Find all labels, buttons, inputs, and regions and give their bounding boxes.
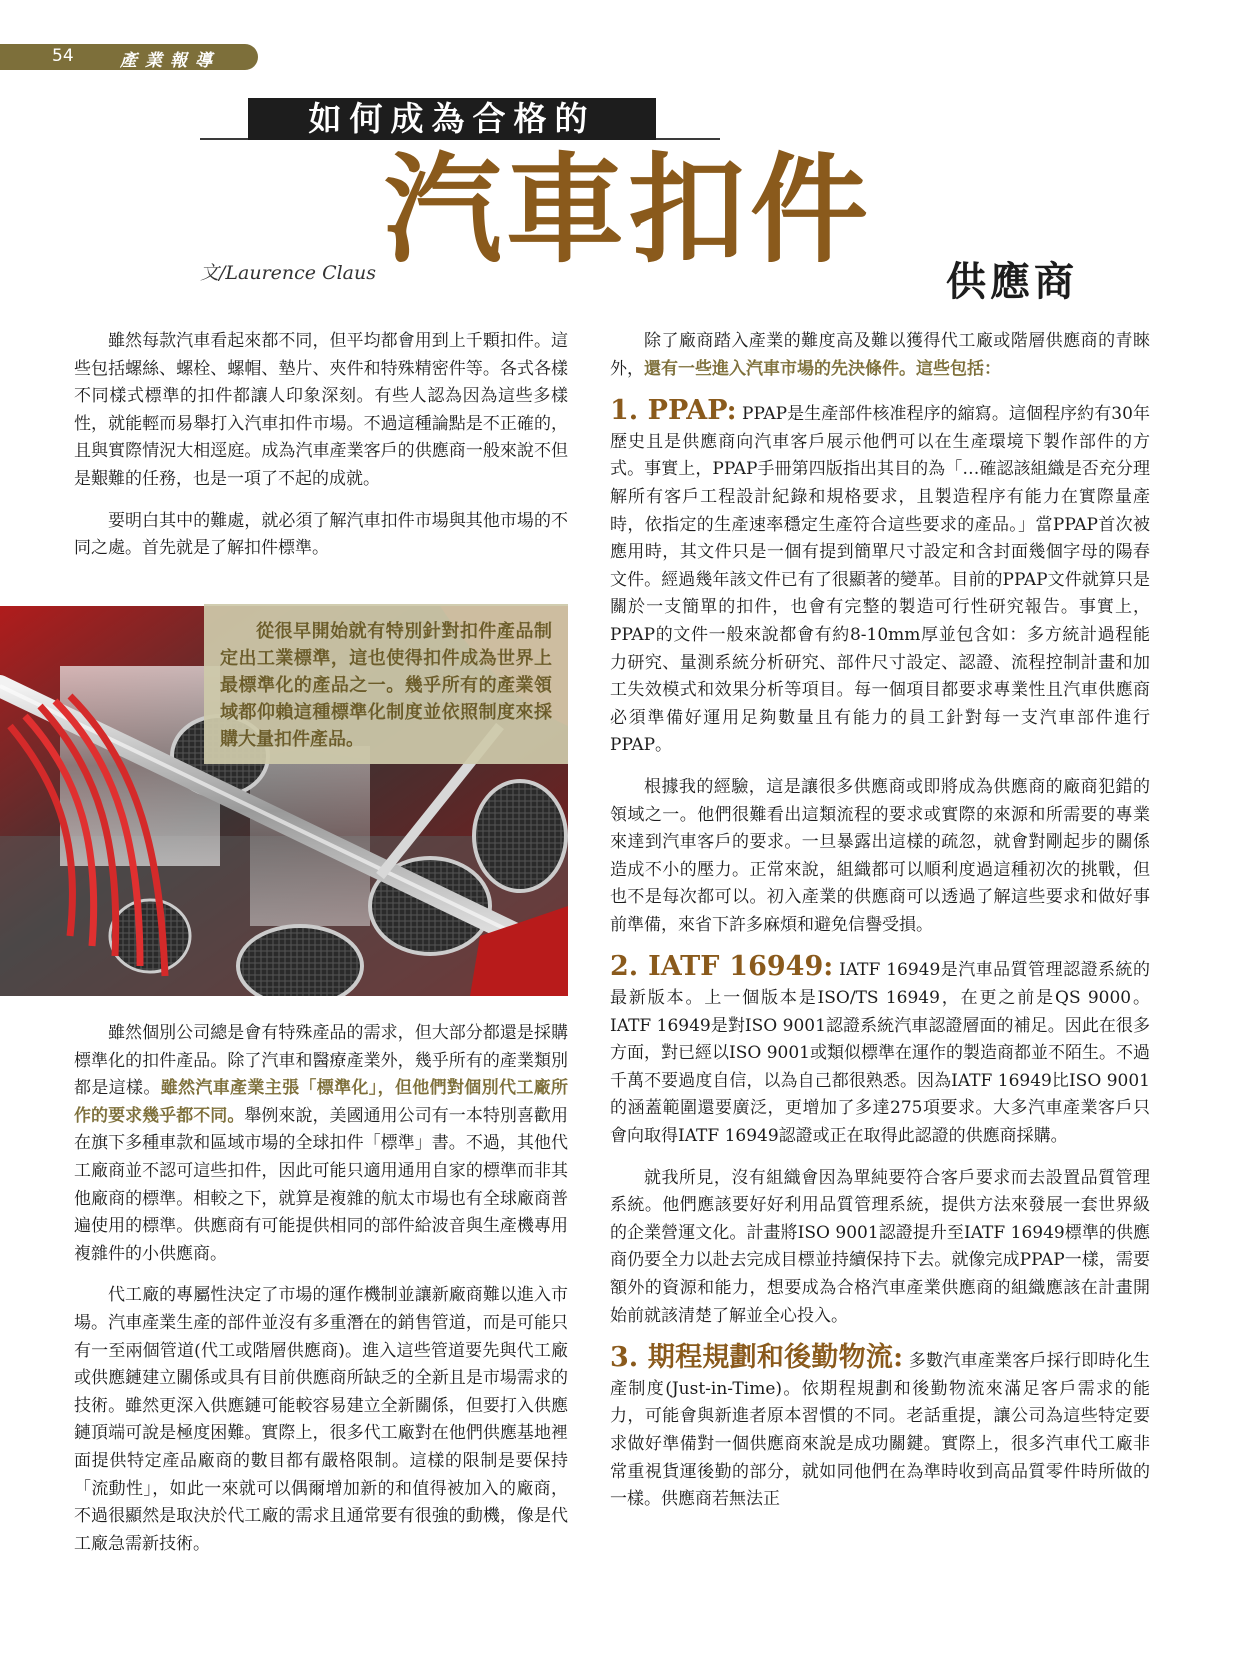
highlight-text: 還有一些進入汽車市場的先決條件。這些包括： — [644, 358, 1001, 379]
title-sub: 供應商 — [946, 258, 1078, 305]
paragraph: 要明白其中的難處，就必須了解汽車扣件市場與其他市場的不同之處。首先就是了解扣件標準。 — [74, 510, 568, 559]
heading-logistics: 3. 期程規劃和後勤物流: — [610, 1342, 904, 1374]
text-run: 舉例來說，美國通用公司有一本特別喜歡用在旗下多種車款和區域市場的全球扣件「標準」書。不過，其他代工廠商並不認可這些扣件，因此可能只適用通用自家的標準而非其他廠商的標準。相較之下，就算是複雜的航太市場也有全球廠商普遍使用的標準。供應商有可能提供相同的部件給波音與生產機專用複雜件的小供應商。 — [74, 1105, 569, 1264]
section-iatf — [610, 953, 1150, 1150]
pull-quote — [204, 604, 568, 764]
pull-quote-text: 從很早開始就有特別針對扣件產品制定出工業標準，這也使得扣件成為世界上最標準化的產品之一。幾乎所有的產業領域都仰賴這種標準化制度並依照制度來採購大量扣件產品。 — [220, 621, 552, 750]
paragraph: 雖然每款汽車看起來都不同，但平均都會用到上千顆扣件。這些包括螺絲、螺栓、螺帽、墊片、夾件和特殊精密件等。各式各樣不同樣式標準的扣件都讓人印象深刻。有些人認為因為這些多樣性，就能輕而易舉打入汽車扣件市場。不過這種論點是不正確的，且與實際情況大相逕庭。成為汽車產業客戶的供應商一般來說不但是艱難的任務，也是一項了不起的成就。 — [74, 331, 568, 489]
text-run: 多數汽車產業客戶採行即時化生產制度(Just-in-Time)。依期程規劃和後勤物流來滿足客戶需求的能力，可能會與新進者原本習慣的不同。老話重提，讓公司為這些特定要求做好準備對一個供應商來說是成功關鍵。實際上，很多汽車代工廠非常重視貨運後勤的部分，就如同他們在為準時收到高品質零件時所做的一樣。供應商若無法正 — [610, 1351, 1151, 1510]
highlight-text: 雖然汽車產業主張「標準化」，但他們對個別代工廠所作的要求幾乎都不同。 — [74, 1078, 569, 1126]
section-ppap — [610, 397, 1150, 760]
heading-iatf: 2. IATF 16949: — [610, 951, 834, 983]
text-run: PPAP是生產部件核准程序的縮寫。這個程序約有30年歷史且是供應商向汽車客戶展示他們可以在生產環境下製作部件的方式。事實上，PPAP手冊第四版指出其目的為「…確認該組織是否充分理解所有客戶工程設計紀錄和規格要求，且製造程序有能力在實際量產時，依指定的生產速率穩定生產符合這些要求的產品。」當PPAP首次被應用時，其文件只是一個有提到簡單尺寸設定和含封面幾個字母的陽春文件。經過幾年該文件已有了很顯著的變革。目前的PPAP文件就算只是關於一支簡單的扣件，也會有完整的製造可行性研究報告。事實上，PPAP的文件一般來說都會有約8-10mm厚並包含如：多方統計過程能力研究、量測系統分析研究、部件尺寸設定、認證、流程控制計畫和加工失效模式和效果分析等項目。每一個項目都要求專業性且汽車供應商必須準備好運用足夠數量且有能力的員工針對每一支汽車部件進行PPAP。 — [610, 404, 1150, 756]
title-line1: 如何成為合格的 — [248, 98, 656, 140]
text-run: IATF 16949是汽車品質管理認證系統的最新版本。上一個版本是ISO/TS 16949，在更之前是QS 9000。IATF 16949是對ISO 9001認證系統汽車認證層面的補足。因此在很多方面，對已經以ISO 9001或類似標準在運作的製造商都並不陌生。不過千萬不要過度自信，以為自己都很熟悉。因為IATF 16949比ISO 9001的涵蓋範圍還要廣泛，更增加了多達275項要求。大多汽車產業客戶只會向取得IATF 16949認證或正在取得此認證的供應商採購。 — [610, 960, 1151, 1147]
paragraph: 代工廠的專屬性決定了市場的運作機制並讓新廠商難以進入市場。汽車產業生產的部件並沒有多重潛在的銷售管道，而是可能只有一至兩個管道(代工或階層供應商)。進入這些管道要先與代工廠或供應鏈建立關係或具有目前供應商所缺乏的全新且是市場需求的技術。雖然更深入供應鏈可能較容易建立全新關係，但要打入供應鏈頂端可說是極度困難。實際上，很多代工廠對在他們供應基地裡面提供特定產品廠商的數目都有嚴格限制。這樣的限制是要保持「流動性」，如此一來就可以偶爾增加新的和值得被加入的廠商，不過很顯然是取決於代工廠的需求且通常要有很強的動機，像是代工廠急需新技術。 — [74, 1285, 568, 1554]
title-main: 汽車扣件 — [384, 140, 873, 279]
author-byline: 文/Laurence Claus — [200, 262, 377, 284]
right-column — [610, 328, 1150, 1528]
page-number: 54 — [52, 46, 74, 66]
paragraph — [74, 1020, 568, 1268]
section-label: 產業報導 — [120, 51, 220, 71]
paragraph: 根據我的經驗，這是讓很多供應商或即將成為供應商的廠商犯錯的領域之一。他們很難看出這類流程的要求或實際的來源和所需要的專業來達到汽車客戶的要求。一旦暴露出這樣的疏忽，就會對剛起步的關係造成不小的壓力。正常來說，組織都可以順利度過這種初次的挑戰，但也不是每次都可以。初入產業的供應商可以透過了解這些要求和做好事前準備，來省下許多麻煩和避免信譽受損。 — [610, 776, 1150, 935]
section-logistics — [610, 1344, 1150, 1514]
paragraph — [610, 328, 1150, 383]
text-run: 雖然個別公司總是會有特殊產品的需求，但大部分都還是採購標準化的扣件產品。除了汽車和醫療產業外，幾乎所有的產業類別都是這樣。 — [74, 1023, 568, 1099]
text-run: 除了廠商踏入產業的難度高及難以獲得代工廠或階層供應商的青睞外， — [610, 331, 1150, 379]
paragraph: 就我所見，沒有組織會因為單純要符合客戶要求而去設置品質管理系統。他們應該要好好利用品質管理系統，提供方法來發展一套世界級的企業營運文化。計畫將ISO 9001認證提升至IATF 16949標準的供應商仍要全力以赴去完成目標並持續保持下去。就像完成PPAP一樣，需要額外的資源和能力，想要成為合格汽車產業供應商的組織應該在計畫開始前就該清楚了解並全心投入。 — [610, 1167, 1150, 1326]
left-column-bottom — [74, 1020, 568, 1572]
left-column-top — [74, 328, 568, 577]
heading-ppap: 1. PPAP: — [610, 395, 737, 427]
